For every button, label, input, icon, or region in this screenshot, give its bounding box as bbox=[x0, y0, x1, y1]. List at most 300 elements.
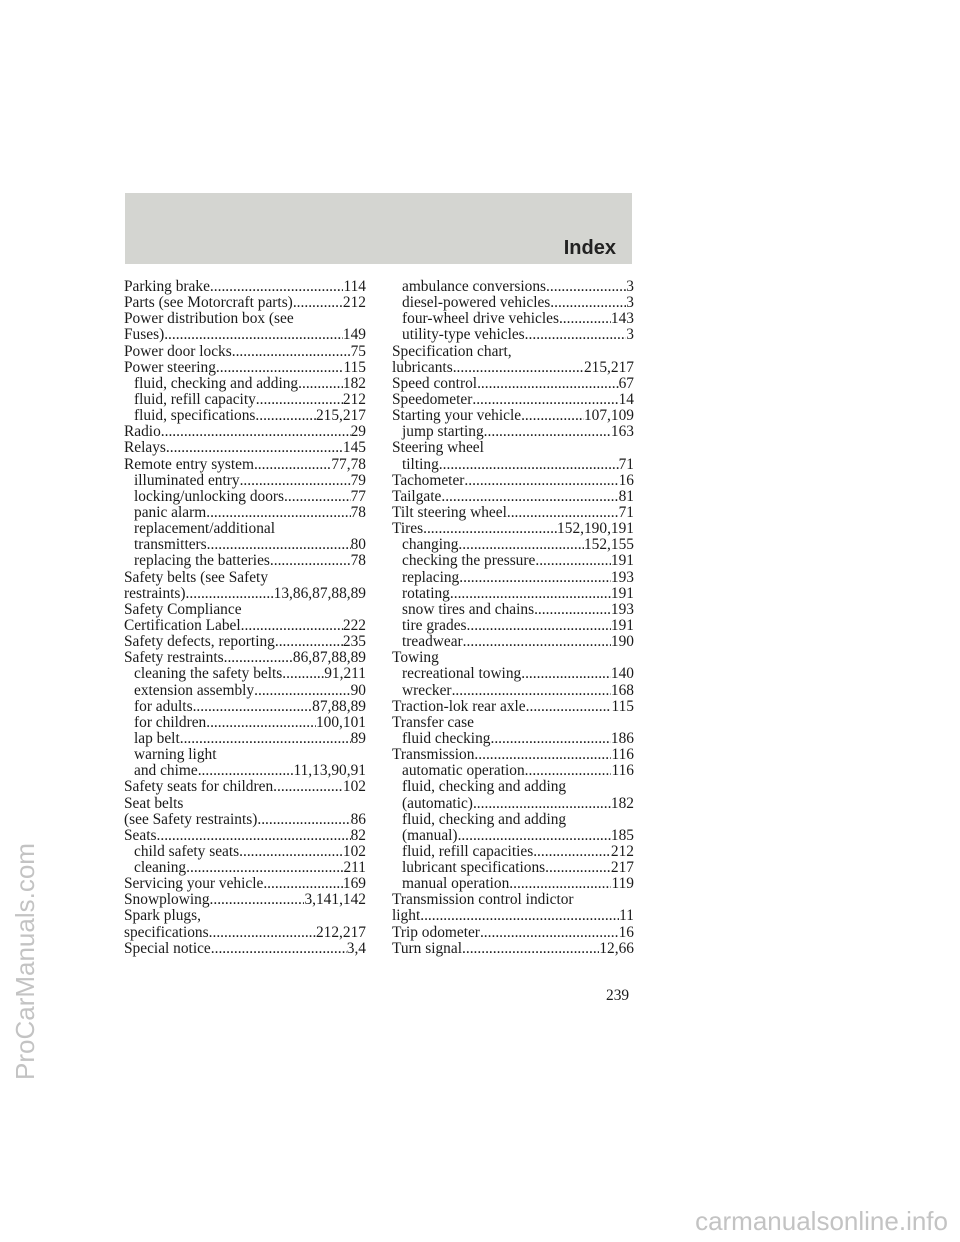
dot-leader bbox=[546, 279, 626, 295]
page-title: Index bbox=[563, 237, 616, 259]
entry-term: cleaning bbox=[134, 860, 187, 877]
entry-term: recreational towing bbox=[402, 666, 522, 683]
entry-term: Relays bbox=[124, 440, 166, 457]
index-entry bbox=[392, 683, 634, 699]
index-entry bbox=[392, 925, 634, 941]
index-entry bbox=[124, 586, 366, 602]
entry-term: (see Safety restraints) bbox=[124, 811, 258, 828]
index-entry bbox=[392, 489, 634, 505]
entry-pages: 81 bbox=[618, 488, 634, 505]
index-entry bbox=[392, 779, 634, 795]
dot-leader bbox=[198, 763, 294, 779]
dot-leader bbox=[459, 570, 611, 586]
index-entry bbox=[124, 828, 366, 844]
dot-leader bbox=[480, 925, 619, 941]
entry-term: Certification Label bbox=[124, 617, 241, 634]
entry-pages: 193 bbox=[610, 601, 634, 618]
index-entry bbox=[124, 812, 366, 828]
dot-leader bbox=[209, 925, 316, 941]
entry-pages: 212 bbox=[342, 295, 366, 312]
entry-pages: 87,88,89 bbox=[312, 698, 366, 715]
entry-term: for adults bbox=[134, 698, 193, 715]
index-entry bbox=[392, 763, 634, 779]
entry-term: Safety belts (see Safety bbox=[124, 569, 269, 586]
index-entry bbox=[124, 618, 366, 634]
index-entry bbox=[392, 457, 634, 473]
entry-term: diesel-powered vehicles bbox=[402, 295, 551, 312]
entry-pages: 13,86,87,88,89 bbox=[273, 585, 366, 602]
entry-term: Seat belts bbox=[124, 795, 184, 812]
dot-leader bbox=[180, 731, 351, 747]
index-entry bbox=[124, 634, 366, 650]
index-entry bbox=[392, 376, 634, 392]
dot-leader bbox=[533, 844, 611, 860]
entry-pages: 77,78 bbox=[331, 456, 366, 473]
index-entry bbox=[124, 731, 366, 747]
entry-pages: 90 bbox=[350, 682, 366, 699]
entry-term: Traction-lok rear axle bbox=[392, 698, 526, 715]
entry-pages: 114 bbox=[343, 279, 366, 295]
dot-leader bbox=[420, 908, 619, 924]
index-entry bbox=[124, 763, 366, 779]
entry-term: Transfer case bbox=[392, 714, 474, 731]
entry-pages: 215,217 bbox=[315, 408, 366, 425]
entry-pages: 215,217 bbox=[583, 359, 634, 376]
index-entry bbox=[392, 360, 634, 376]
entry-term: Tailgate bbox=[392, 488, 442, 505]
dot-leader bbox=[534, 602, 611, 618]
entry-term: Towing bbox=[392, 650, 439, 667]
entry-term: Radio bbox=[124, 424, 161, 441]
index-entry bbox=[392, 892, 634, 908]
entry-term: Steering wheel bbox=[392, 440, 484, 457]
dot-leader bbox=[157, 828, 351, 844]
entry-pages: 14 bbox=[618, 391, 634, 408]
index-entry bbox=[124, 941, 366, 957]
entry-term: (manual) bbox=[402, 827, 458, 844]
entry-term: Special notice bbox=[124, 940, 211, 957]
entry-pages: 116 bbox=[611, 763, 634, 780]
entry-pages: 115 bbox=[611, 698, 634, 715]
dot-leader bbox=[550, 295, 626, 311]
index-entry bbox=[124, 327, 366, 343]
entry-term: Remote entry system bbox=[124, 456, 254, 473]
index-entry bbox=[392, 634, 634, 650]
entry-term: lubricants bbox=[392, 359, 453, 376]
index-column-right bbox=[392, 279, 634, 957]
dot-leader bbox=[535, 553, 611, 569]
entry-term: replacement/additional bbox=[134, 521, 276, 538]
index-entry bbox=[124, 796, 366, 812]
entry-pages: 190 bbox=[610, 634, 634, 651]
index-entry bbox=[392, 860, 634, 876]
index-entry bbox=[124, 892, 366, 908]
dot-leader bbox=[526, 699, 612, 715]
entry-pages: 115 bbox=[343, 359, 366, 376]
entry-term: Tachometer bbox=[392, 472, 465, 489]
dot-leader bbox=[273, 779, 343, 795]
entry-pages: 11,13,90,91 bbox=[293, 763, 366, 780]
dot-leader bbox=[507, 505, 619, 521]
index-entry bbox=[124, 424, 366, 440]
entry-pages: 211 bbox=[343, 860, 366, 877]
entry-pages: 222 bbox=[342, 617, 366, 634]
dot-leader bbox=[441, 489, 618, 505]
dot-leader bbox=[275, 634, 343, 650]
entry-term: Tilt steering wheel bbox=[392, 504, 507, 521]
index-entry bbox=[392, 408, 634, 424]
entry-term: fluid, refill capacities bbox=[402, 843, 534, 860]
entry-term: jump starting bbox=[402, 424, 484, 441]
index-entry bbox=[392, 602, 634, 618]
entry-term: Safety restraints bbox=[124, 650, 224, 667]
entry-pages: 152,155 bbox=[583, 537, 634, 554]
entry-term: and chime bbox=[134, 763, 198, 780]
index-entry bbox=[124, 344, 366, 360]
entry-pages: 78 bbox=[350, 553, 366, 570]
dot-leader bbox=[254, 457, 331, 473]
dot-leader bbox=[484, 424, 611, 440]
entry-pages: 182 bbox=[610, 795, 634, 812]
entry-pages: 78 bbox=[350, 504, 366, 521]
entry-pages: 235 bbox=[342, 634, 366, 651]
entry-pages: 186 bbox=[610, 730, 634, 747]
index-entry bbox=[392, 553, 634, 569]
entry-pages: 193 bbox=[610, 569, 634, 586]
entry-pages: 79 bbox=[350, 472, 366, 489]
entry-pages: 89 bbox=[350, 730, 366, 747]
dot-leader bbox=[232, 344, 351, 360]
entry-term: lap belt bbox=[134, 730, 180, 747]
index-entry bbox=[392, 796, 634, 812]
entry-term: fluid, checking and adding bbox=[402, 779, 567, 796]
watermark-bottom: carmanualsonline.info bbox=[695, 1206, 948, 1236]
dot-leader bbox=[477, 376, 619, 392]
entry-term: replacing the batteries bbox=[134, 553, 270, 570]
entry-pages: 163 bbox=[610, 424, 634, 441]
index-entry bbox=[124, 683, 366, 699]
index-entry bbox=[124, 602, 366, 618]
entry-term: rotating bbox=[402, 585, 450, 602]
entry-pages: 16 bbox=[618, 472, 634, 489]
entry-pages: 3 bbox=[626, 295, 634, 312]
dot-leader bbox=[254, 683, 350, 699]
index-entry bbox=[392, 876, 634, 892]
index-column-left bbox=[124, 279, 366, 957]
entry-term: lubricant specifications bbox=[402, 860, 546, 877]
index-entry bbox=[392, 570, 634, 586]
entry-term: fluid, refill capacity bbox=[134, 391, 256, 408]
entry-term: Parts (see Motorcraft parts) bbox=[124, 295, 293, 312]
dot-leader bbox=[241, 618, 343, 634]
dot-leader bbox=[450, 586, 611, 602]
entry-term: child safety seats bbox=[134, 843, 240, 860]
entry-term: tilting bbox=[402, 456, 439, 473]
entry-term: Power steering bbox=[124, 359, 216, 376]
index-entry bbox=[392, 327, 634, 343]
entry-pages: 152,190,191 bbox=[557, 521, 634, 538]
entry-pages: 212 bbox=[342, 391, 366, 408]
index-entry bbox=[124, 844, 366, 860]
dot-leader bbox=[458, 828, 611, 844]
entry-term: illuminated entry bbox=[134, 472, 240, 489]
index-entry bbox=[392, 618, 634, 634]
entry-term: Tires bbox=[392, 521, 424, 538]
entry-pages: 191 bbox=[610, 553, 634, 570]
entry-term: (automatic) bbox=[402, 795, 473, 812]
entry-term: Parking brake bbox=[124, 279, 210, 295]
index-entry bbox=[392, 279, 634, 295]
entry-term: Transmission bbox=[392, 747, 475, 764]
entry-term: transmitters bbox=[134, 537, 207, 554]
index-entry bbox=[124, 908, 366, 924]
dot-leader bbox=[224, 650, 293, 666]
dot-leader bbox=[474, 747, 611, 763]
entry-pages: 145 bbox=[342, 440, 366, 457]
dot-leader bbox=[525, 327, 627, 343]
entry-pages: 3,4 bbox=[346, 940, 366, 957]
entry-term: Turn signal bbox=[392, 940, 462, 957]
entry-pages: 77 bbox=[350, 488, 366, 505]
dot-leader bbox=[472, 392, 618, 408]
entry-pages: 80 bbox=[350, 537, 366, 554]
dot-leader bbox=[240, 473, 351, 489]
dot-leader bbox=[452, 683, 611, 699]
index-entry bbox=[124, 392, 366, 408]
index-entry bbox=[392, 505, 634, 521]
entry-pages: 143 bbox=[610, 311, 634, 328]
entry-term: fluid, checking and adding bbox=[402, 811, 567, 828]
entry-term: Power door locks bbox=[124, 343, 232, 360]
entry-pages: 75 bbox=[350, 343, 366, 360]
entry-pages: 191 bbox=[610, 585, 634, 602]
index-entry bbox=[124, 570, 366, 586]
entry-pages: 168 bbox=[610, 682, 634, 699]
entry-term: for children bbox=[134, 714, 207, 731]
entry-pages: 71 bbox=[618, 504, 634, 521]
entry-term: Power distribution box (see bbox=[124, 311, 294, 328]
entry-term: extension assembly bbox=[134, 682, 255, 699]
dot-leader bbox=[263, 876, 343, 892]
entry-term: Safety Compliance bbox=[124, 601, 242, 618]
entry-term: Safety seats for children bbox=[124, 779, 274, 796]
index-entry bbox=[392, 666, 634, 682]
index-entry bbox=[124, 279, 366, 295]
dot-leader bbox=[239, 844, 343, 860]
dot-leader bbox=[186, 860, 343, 876]
entry-pages: 71 bbox=[618, 456, 634, 473]
entry-pages: 119 bbox=[611, 876, 634, 893]
entry-term: cleaning the safety belts bbox=[134, 666, 283, 683]
entry-term: treadwear bbox=[402, 634, 463, 651]
dot-leader bbox=[423, 521, 557, 537]
index-entry bbox=[392, 473, 634, 489]
index-entry bbox=[392, 731, 634, 747]
entry-term: manual operation bbox=[402, 876, 510, 893]
index-entry bbox=[124, 779, 366, 795]
dot-leader bbox=[166, 440, 343, 456]
entry-pages: 185 bbox=[610, 827, 634, 844]
entry-pages: 100,101 bbox=[315, 714, 366, 731]
index-entry bbox=[124, 505, 366, 521]
dot-leader bbox=[467, 618, 611, 634]
index-entry bbox=[124, 553, 366, 569]
index-entry bbox=[392, 908, 634, 924]
entry-pages: 102 bbox=[342, 779, 366, 796]
dot-leader bbox=[284, 489, 351, 505]
index-entry bbox=[124, 666, 366, 682]
dot-leader bbox=[521, 408, 584, 424]
index-entry bbox=[392, 699, 634, 715]
dot-leader bbox=[490, 731, 610, 747]
entry-pages: 86 bbox=[350, 811, 366, 828]
entry-pages: 67 bbox=[618, 375, 634, 392]
dot-leader bbox=[509, 876, 611, 892]
entry-pages: 11 bbox=[619, 908, 634, 925]
entry-term: Safety defects, reporting bbox=[124, 634, 275, 651]
index-entry bbox=[124, 925, 366, 941]
dot-leader bbox=[439, 457, 619, 473]
dot-leader bbox=[206, 505, 350, 521]
index-entry bbox=[124, 699, 366, 715]
entry-pages: 140 bbox=[610, 666, 634, 683]
index-entry bbox=[392, 747, 634, 763]
dot-leader bbox=[545, 860, 611, 876]
index-entry bbox=[124, 473, 366, 489]
dot-leader bbox=[206, 715, 316, 731]
entry-pages: 3 bbox=[626, 279, 634, 295]
entry-term: fluid checking bbox=[402, 730, 491, 747]
entry-pages: 116 bbox=[611, 747, 634, 764]
dot-leader bbox=[210, 279, 344, 295]
dot-leader bbox=[186, 586, 274, 602]
index-entry bbox=[392, 844, 634, 860]
index-entry bbox=[392, 941, 634, 957]
index-entry bbox=[124, 715, 366, 731]
dot-leader bbox=[211, 941, 347, 957]
index-entry bbox=[392, 344, 634, 360]
index-entry bbox=[392, 392, 634, 408]
dot-leader bbox=[298, 376, 343, 392]
dot-leader bbox=[255, 408, 316, 424]
entry-term: ambulance conversions bbox=[402, 279, 547, 295]
index-entry bbox=[124, 360, 366, 376]
dot-leader bbox=[193, 699, 313, 715]
index-entry bbox=[124, 489, 366, 505]
dot-leader bbox=[559, 311, 611, 327]
index-entry bbox=[392, 715, 634, 731]
entry-term: fluid, checking and adding bbox=[134, 375, 299, 392]
dot-leader bbox=[256, 392, 343, 408]
dot-leader bbox=[210, 892, 305, 908]
dot-leader bbox=[473, 796, 611, 812]
entry-term: Transmission control indictor bbox=[392, 892, 574, 909]
index-entry bbox=[392, 586, 634, 602]
dot-leader bbox=[462, 941, 599, 957]
entry-pages: 86,87,88,89 bbox=[292, 650, 366, 667]
entry-term: Speed control bbox=[392, 375, 478, 392]
entry-term: Servicing your vehicle bbox=[124, 876, 264, 893]
entry-pages: 12,66 bbox=[599, 940, 634, 957]
dot-leader bbox=[463, 634, 611, 650]
entry-term: tire grades bbox=[402, 617, 467, 634]
index-entry bbox=[124, 295, 366, 311]
dot-leader bbox=[161, 424, 351, 440]
entry-term: Spark plugs, bbox=[124, 908, 201, 925]
index-entry bbox=[124, 876, 366, 892]
entry-pages: 169 bbox=[342, 876, 366, 893]
index-entry bbox=[124, 311, 366, 327]
index-entry bbox=[124, 408, 366, 424]
entry-pages: 212,217 bbox=[315, 924, 366, 941]
entry-pages: 82 bbox=[350, 827, 366, 844]
entry-pages: 102 bbox=[342, 843, 366, 860]
index-entry bbox=[124, 860, 366, 876]
index-entry bbox=[124, 650, 366, 666]
entry-term: Fuses) bbox=[124, 327, 165, 344]
dot-leader bbox=[293, 295, 343, 311]
entry-pages: 191 bbox=[610, 617, 634, 634]
entry-term: panic alarm bbox=[134, 504, 207, 521]
dot-leader bbox=[521, 666, 611, 682]
entry-term: light bbox=[392, 908, 421, 925]
index-entry bbox=[392, 295, 634, 311]
entry-term: Trip odometer bbox=[392, 924, 480, 941]
entry-term: utility-type vehicles bbox=[402, 327, 525, 344]
dot-leader bbox=[282, 666, 324, 682]
dot-leader bbox=[257, 812, 350, 828]
entry-pages: 149 bbox=[342, 327, 366, 344]
entry-pages: 91,211 bbox=[324, 666, 366, 683]
index-entry bbox=[124, 747, 366, 763]
entry-term: replacing bbox=[402, 569, 460, 586]
entry-pages: 16 bbox=[618, 924, 634, 941]
index-entry bbox=[392, 650, 634, 666]
index-entry bbox=[124, 537, 366, 553]
entry-term: locking/unlocking doors bbox=[134, 488, 285, 505]
watermark-left: ProCarManuals.com bbox=[10, 843, 40, 1080]
index-entry bbox=[124, 376, 366, 392]
header-band bbox=[125, 193, 632, 264]
index-entry bbox=[124, 440, 366, 456]
dot-leader bbox=[453, 360, 584, 376]
entry-pages: 3 bbox=[626, 327, 634, 344]
entry-pages: 3,141,142 bbox=[304, 892, 366, 909]
dot-leader bbox=[270, 553, 351, 569]
entry-pages: 182 bbox=[342, 375, 366, 392]
dot-leader bbox=[458, 537, 584, 553]
dot-leader bbox=[207, 537, 351, 553]
entry-term: Snowplowing bbox=[124, 892, 210, 909]
index-entry bbox=[124, 457, 366, 473]
entry-term: automatic operation bbox=[402, 763, 525, 780]
dot-leader bbox=[216, 360, 344, 376]
entry-term: changing bbox=[402, 537, 459, 554]
index-entry bbox=[392, 424, 634, 440]
index-entry bbox=[392, 812, 634, 828]
entry-pages: 107,109 bbox=[583, 408, 634, 425]
dot-leader bbox=[464, 473, 618, 489]
index-entry bbox=[392, 537, 634, 553]
entry-term: wrecker bbox=[402, 682, 452, 699]
dot-leader bbox=[164, 327, 343, 343]
entry-term: Speedometer bbox=[392, 391, 473, 408]
entry-term: specifications bbox=[124, 924, 209, 941]
entry-term: four-wheel drive vehicles bbox=[402, 311, 559, 328]
index-entry bbox=[392, 521, 634, 537]
entry-term: fluid, specifications bbox=[134, 408, 256, 425]
entry-pages: 217 bbox=[610, 860, 634, 877]
